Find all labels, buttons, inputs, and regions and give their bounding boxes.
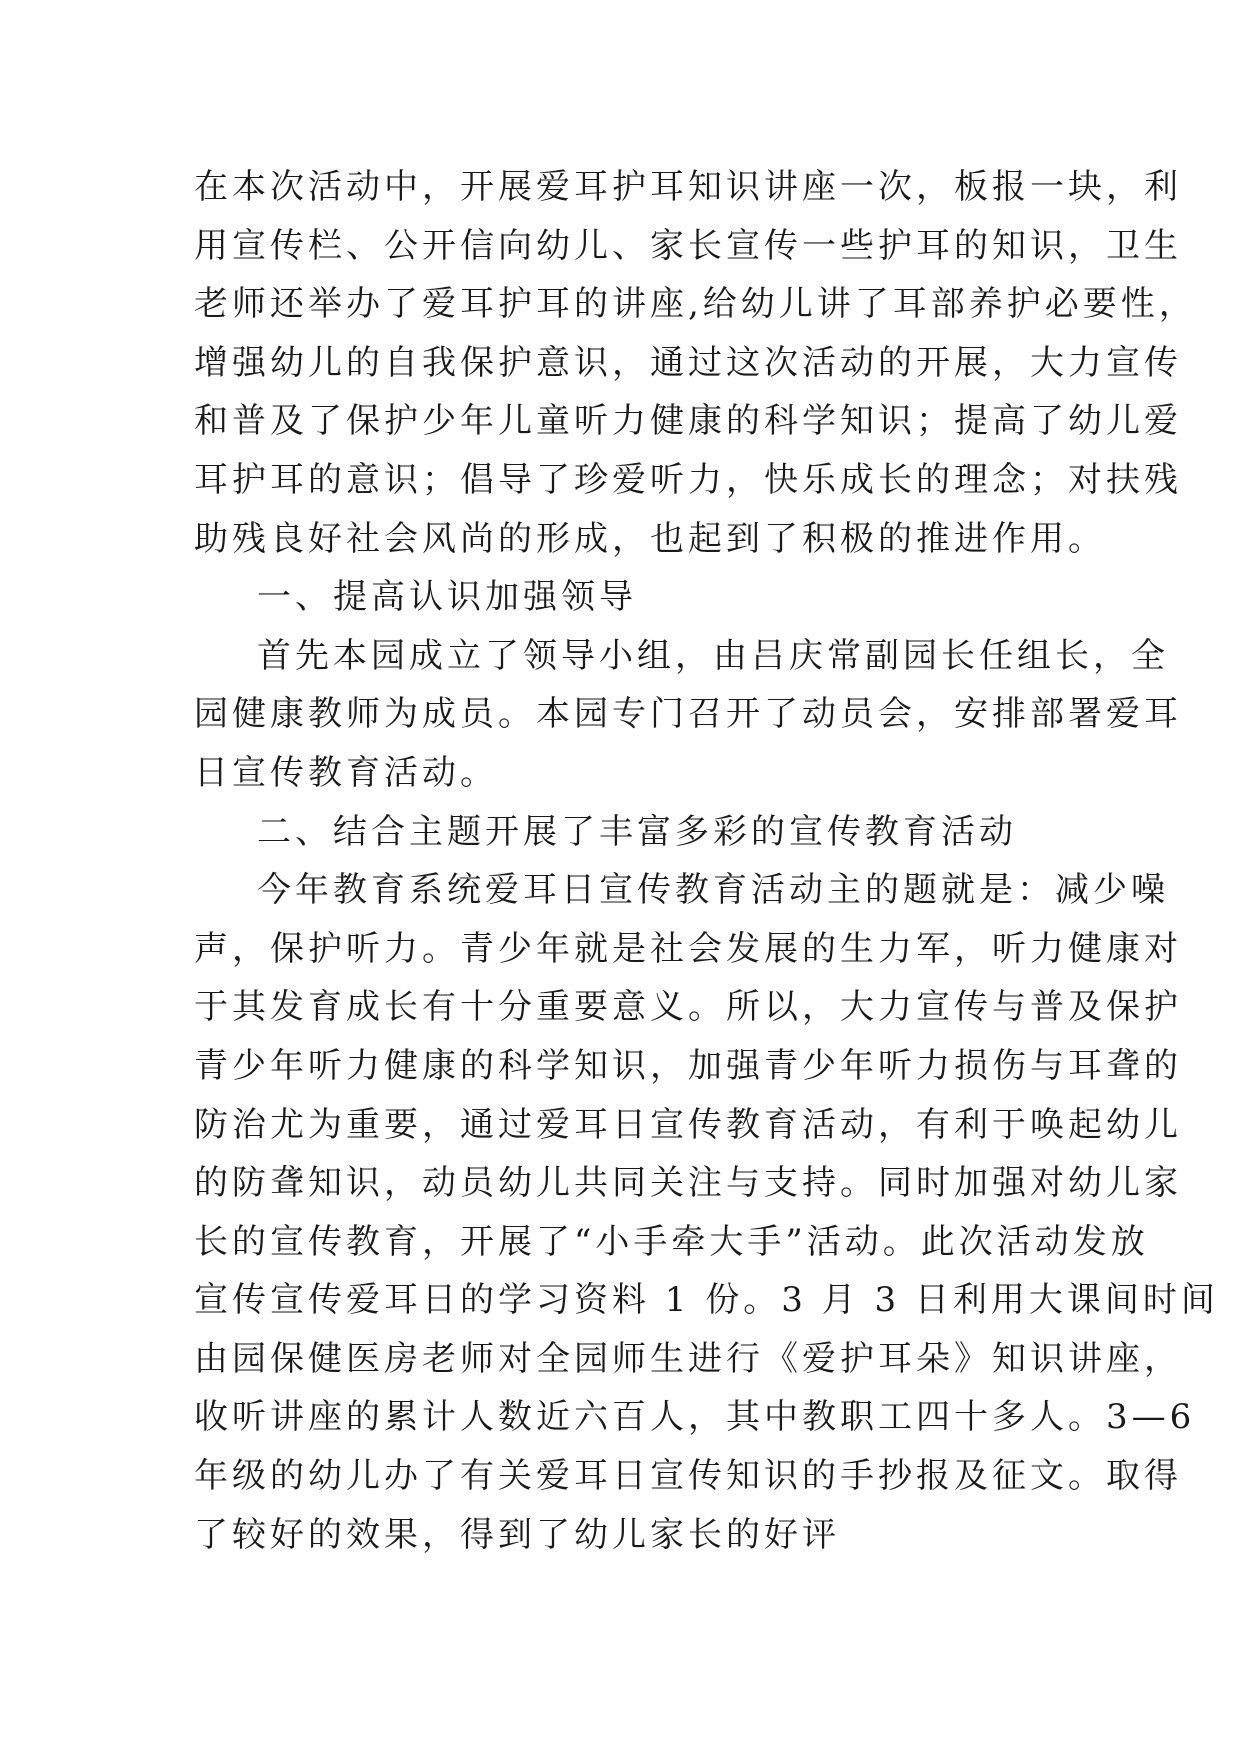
paragraph-line: 的防聋知识，动员幼儿共同关注与支持。同时加强对幼儿家 [194,1163,1182,1204]
paragraph-line: 年级的幼儿办了有关爱耳日宣传知识的手抄报及征文。取得 [194,1456,1182,1497]
paragraph-line: 长的宣传教育，开展了“小手牵大手”活动。此次活动发放 [194,1221,1149,1262]
paragraph-line: 首先本园成立了领导小组，由吕庆常副园长任组长，全 [257,635,1169,676]
section-heading-2: 二、结合主题开展了丰富多彩的宣传教育活动 [257,811,1017,852]
paragraph-line: 收听讲座的累计人数近六百人，其中教职工四十多人。3—6 [194,1397,1196,1438]
paragraph-line: 在本次活动中，开展爱耳护耳知识讲座一次，板报一块，利 [194,167,1182,207]
paragraph-line: 青少年听力健康的科学知识，加强青少年听力损伤与耳聋的 [194,1045,1182,1086]
paragraph-line: 宣传宣传爱耳日的学习资料 1 份。3 月 3 日利用大课间时间 [194,1280,1219,1321]
paragraph-line: 老师还举办了爱耳护耳的讲座,给幼儿讲了耳部养护必要性， [194,284,1197,325]
paragraph-line: 增强幼儿的自我保护意识，通过这次活动的开展，大力宣传 [194,342,1182,383]
paragraph-line: 用宣传栏、公开信向幼儿、家长宣传一些护耳的知识，卫生 [194,225,1182,266]
section-heading-1: 一、提高认识加强领导 [257,577,637,618]
paragraph-line: 由园保健医房老师对全园师生进行《爱护耳朵》知识讲座， [194,1338,1182,1379]
paragraph-line: 防治尤为重要，通过爱耳日宣传教育活动，有利于唤起幼儿 [194,1104,1182,1145]
paragraph-line: 今年教育系统爱耳日宣传教育活动主的题就是：减少噪 [257,870,1169,911]
paragraph-line: 于其发育成长有十分重要意义。所以，大力宣传与普及保护 [194,987,1182,1028]
paragraph-line: 耳护耳的意识；倡导了珍爱听力，快乐成长的理念；对扶残 [194,459,1182,500]
paragraph-line: 日宣传教育活动。 [194,752,498,793]
paragraph-line: 助残良好社会风尚的形成，也起到了积极的推进作用。 [194,518,1106,559]
paragraph-line: 声，保护听力。青少年就是社会发展的生力军，听力健康对 [194,928,1182,969]
document-body [194,158,1219,1564]
paragraph-line: 和普及了保护少年儿童听力健康的科学知识；提高了幼儿爱 [194,401,1182,442]
paragraph-line: 了较好的效果，得到了幼儿家长的好评 [194,1514,840,1555]
paragraph-line: 园健康教师为成员。本园专门召开了动员会，安排部署爱耳 [194,694,1182,735]
